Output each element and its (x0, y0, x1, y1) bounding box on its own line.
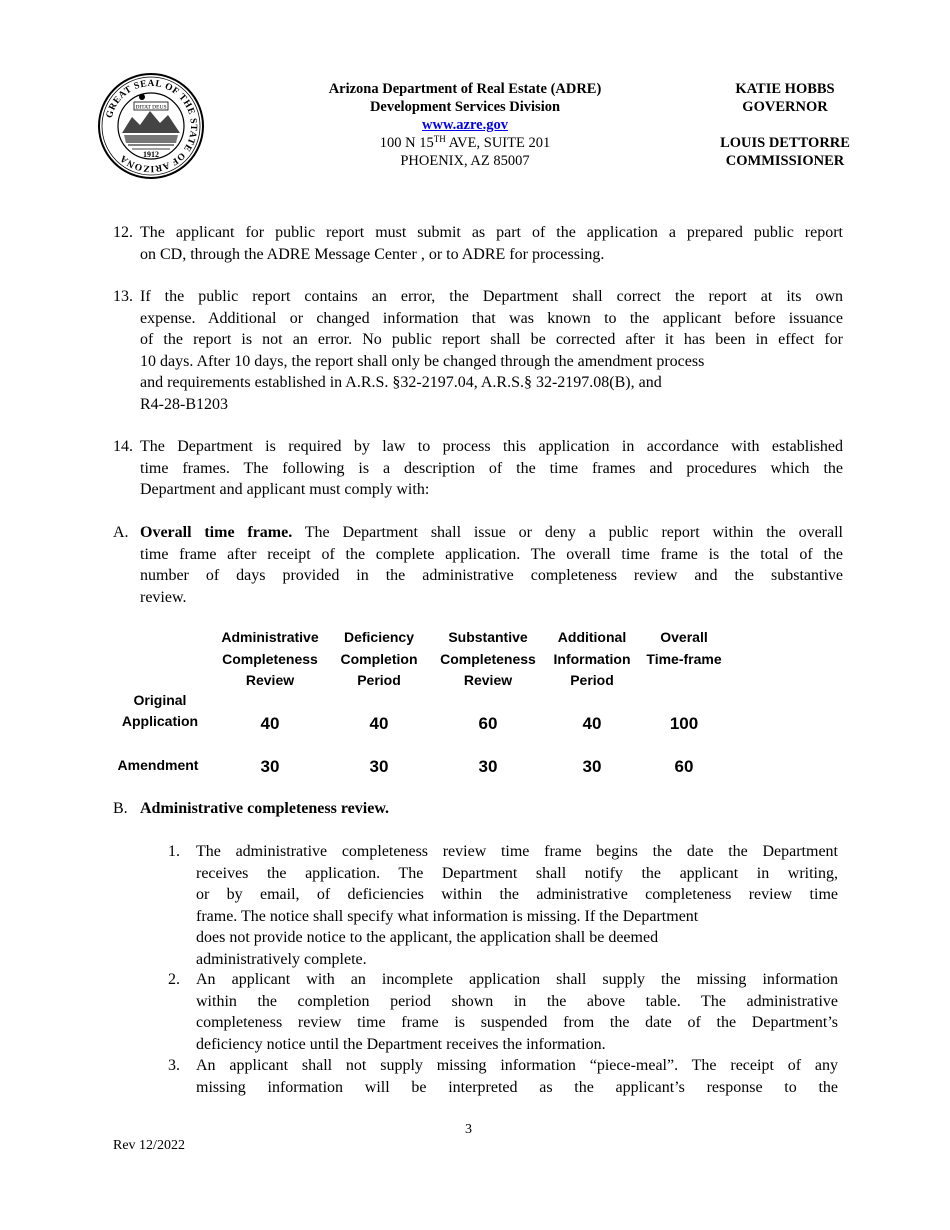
item-14: 14. The Department is required by law to process this application in accordance with established time frames. The following is a description of the time frames and procedures which the Department and applicant must comply with: (113, 438, 843, 498)
commissioner-name: LOUIS DETTORRE (720, 135, 850, 151)
table-cell: 30 (478, 757, 498, 776)
admin-completeness-heading: Administrative completeness review. (140, 800, 389, 817)
item-12: 12. The applicant for public report must submit as part of the application a prepared public report on CD, through the ADRE Message Center , or to ADRE for processing. (113, 224, 843, 263)
section-b-item-1: 1. The administrative completeness review time frame begins the date the Department receives the application. The Department shall notify the applicant in writing, or by email, of deficiencies within the administrative completeness review time frame. The notice shall specify what information is missing. If the Department does not provide notice to the applicant, the application shall be deemed administratively complete. (168, 843, 838, 968)
table-header-cell: Deficiency Completion Period (340, 629, 418, 688)
governor-name: KATIE HOBBS (735, 81, 835, 97)
division-name: Development Services Division (369, 99, 561, 115)
table-cell: 100 (669, 714, 699, 733)
overall-time-frame-heading: Overall time frame. (140, 524, 293, 541)
svg-text:DITAT DEUS: DITAT DEUS (135, 104, 167, 111)
state-seal-logo (98, 73, 204, 179)
table-row-label: Amendment (117, 757, 199, 773)
page-number: 3 (465, 1122, 472, 1137)
address-line-1: 100 N 15TH AVE, SUITE 201 (379, 134, 551, 151)
table-cell: 30 (582, 757, 602, 776)
section-b-item-2: 2. An applicant with an incomplete application shall supply the missing information within the completion period shown in the above table. The administrative completeness review time frame is suspended from the date of the Department’s deficiency notice until the Department receives the information. (168, 971, 838, 1053)
table-header-cell: Overall Time-frame (646, 629, 722, 667)
agency-header (290, 80, 640, 170)
table-header-cell: Administrative Completeness Review (221, 629, 319, 688)
website-link[interactable]: www.azre.gov (422, 117, 508, 133)
table-row-label: Original Application (121, 692, 199, 729)
commissioner-title: COMMISSIONER (725, 153, 845, 169)
table-cell: 40 (260, 714, 280, 733)
governor-title: GOVERNOR (742, 99, 828, 115)
agency-name: Arizona Department of Real Estate (ADRE) (328, 81, 602, 97)
revision-label: Rev 12/2022 (113, 1138, 185, 1153)
table-cell: 40 (582, 714, 602, 733)
table-cell: 60 (478, 714, 498, 733)
officials-block (700, 80, 870, 170)
svg-text:GREAT SEAL OF THE STATE OF ARI: GREAT SEAL OF THE STATE OF ARIZONA (104, 78, 199, 174)
table-cell: 30 (260, 757, 280, 776)
table-cell: 30 (369, 757, 389, 776)
item-a-overall-time-frame: A. Overall time frame. The Department shall issue or deny a public report within the overall time frame after receipt of the complete application. The overall time frame is the total of the number of days provided in the administrative completeness review and the substantive review. (113, 524, 843, 606)
item-b-admin-completeness: B. Administrative completeness review. (113, 800, 389, 817)
item-13: 13. If the public report contains an error, the Department shall correct the report at its own expense. Additional or changed information that was known to the applicant before issuance of the report is not an error. No public report shall be corrected after it has been in effect for 10 days. After 10 days, the report shall only be changed through the amendment process and requirements established in A.R.S. §32-2197.04, A.R.S.§ 32-2197.08(B), and R4-28-B1203 (113, 288, 843, 413)
address-line-2: PHOENIX, AZ 85007 (400, 153, 530, 169)
table-header-cell: Additional Information Period (553, 629, 631, 688)
table-cell: 60 (674, 757, 694, 776)
table-cell: 40 (369, 714, 389, 733)
table-header-cell: Substantive Completeness Review (440, 629, 536, 688)
svg-text:1912: 1912 (143, 150, 159, 159)
section-b-item-3: 3. An applicant shall not supply missing information “piece-meal”. The receipt of any missing information will be interpreted as the applicant’s response to the (168, 1057, 838, 1096)
